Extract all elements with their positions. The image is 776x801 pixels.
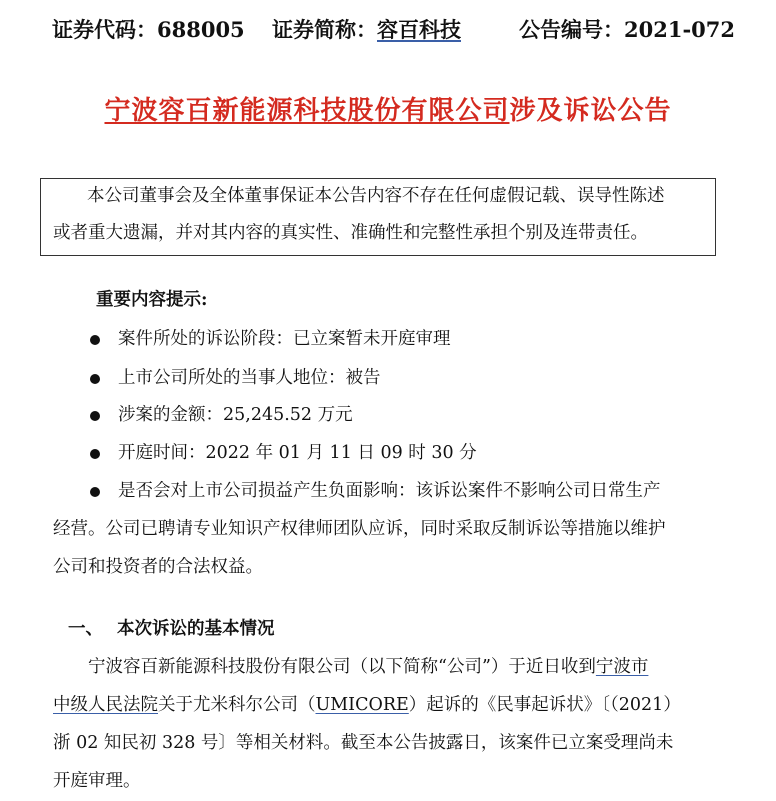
stock-abbr-label: 证券简称：	[272, 17, 377, 42]
paragraph-text: 关于尤米科尔公司（	[158, 695, 316, 715]
paragraph-line-1	[88, 649, 648, 686]
paragraph-line-3: 浙 02 知民初 328 号〕等相关材料。截至本公告披露日，该案件已立案受理尚未	[53, 733, 674, 753]
court-link[interactable]: 中级人民法院	[53, 695, 158, 715]
notice-title-suffix: 涉及诉讼公告	[509, 96, 672, 126]
section-number: 一、	[68, 619, 103, 639]
company-name-link[interactable]: 宁波容百新能源科技股份有限公司	[104, 96, 510, 126]
highlights-heading: 重要内容提示:	[96, 290, 208, 310]
bullet-icon	[90, 335, 100, 345]
highlight-item: 上市公司所处的当事人地位：被告	[118, 368, 381, 388]
highlight-item: 涉案的金额：25,245.52 万元	[118, 405, 353, 425]
statement-line-2: 或者重大遗漏，并对其内容的真实性、准确性和完整性承担个别及连带责任。	[53, 223, 648, 243]
notice-number: 公告编号：2021-072	[519, 17, 735, 42]
stock-code: 证券代码：688005	[52, 17, 245, 42]
section-heading: 本次诉讼的基本情况	[117, 619, 275, 639]
stock-abbr	[272, 14, 461, 44]
notice-title	[0, 90, 776, 127]
umicore-link[interactable]: UMICORE	[315, 695, 409, 715]
bullet-icon	[90, 374, 100, 384]
highlight-item: 案件所处的诉讼阶段：已立案暂未开庭审理	[118, 329, 451, 349]
highlight-item-line-2: 经营。公司已聘请专业知识产权律师团队应诉，同时采取反制诉讼等措施以维护	[53, 519, 666, 539]
bullet-icon	[90, 449, 100, 459]
statement-line-1: 本公司董事会及全体董事保证本公告内容不存在任何虚假记载、误导性陈述	[87, 186, 665, 206]
paragraph-line-2	[53, 687, 681, 724]
highlight-item-line-3: 公司和投资者的合法权益。	[53, 557, 263, 577]
paragraph-text: 宁波容百新能源科技股份有限公司（以下简称“公司”）于近日收到	[88, 657, 596, 677]
highlight-item: 开庭时间：2022 年 01 月 11 日 09 时 30 分	[118, 443, 477, 463]
bullet-icon	[90, 411, 100, 421]
highlight-item-line-1: 是否会对上市公司损益产生负面影响：该诉讼案件不影响公司日常生产	[118, 481, 661, 501]
paragraph-text: ）起诉的《民事起诉状》〔（2021）	[408, 695, 681, 715]
paragraph-line-4: 开庭审理。	[53, 771, 141, 791]
court-link[interactable]: 宁波市	[595, 657, 649, 677]
bullet-icon	[90, 487, 100, 497]
stock-abbr-link[interactable]: 容百科技	[377, 17, 461, 42]
